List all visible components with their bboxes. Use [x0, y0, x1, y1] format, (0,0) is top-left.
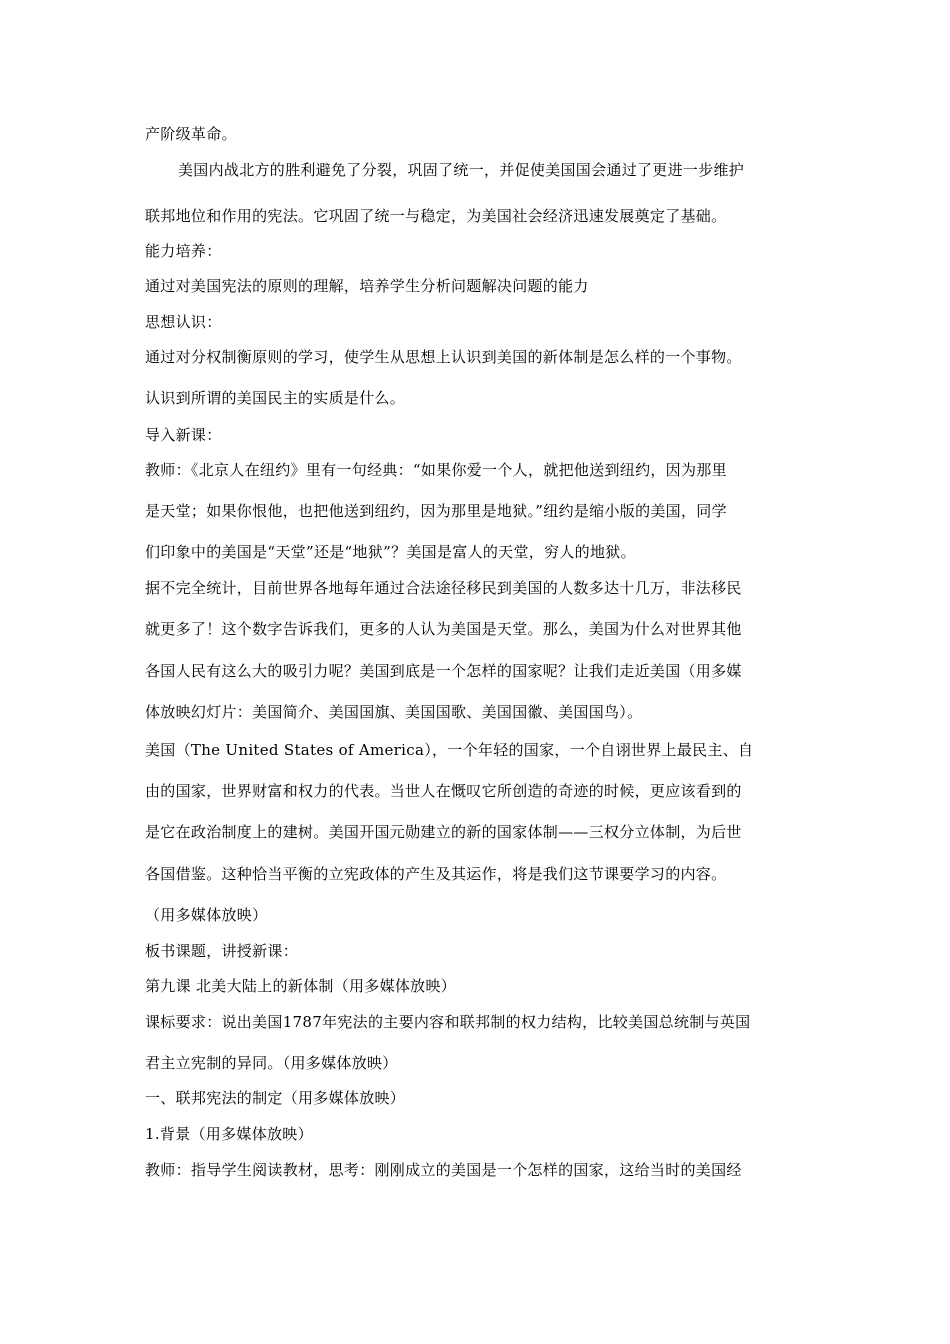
text-line: 君主立宪制的异同。（用多媒体放映）	[145, 1054, 398, 1072]
text-line: 认识到所谓的美国民主的实质是什么。	[145, 389, 406, 407]
text-line: 产阶级革命。	[145, 125, 237, 143]
section-heading: 导入新课：	[145, 426, 222, 444]
text-line: 是天堂；如果你恨他，也把他送到纽约，因为那里是地狱。”纽约是缩小版的美国，同学	[145, 502, 727, 520]
text-line: 各国人民有这么大的吸引力呢？美国到底是一个怎样的国家呢？让我们走近美国（用多媒	[145, 662, 742, 680]
text-line: 们印象中的美国是“天堂”还是“地狱”？美国是富人的天堂，穷人的地狱。	[145, 543, 636, 561]
lesson-title: 第九课 北美大陆上的新体制（用多媒体放映）	[145, 977, 457, 995]
text-line: （用多媒体放映）	[145, 906, 268, 924]
section-heading: 能力培养：	[145, 242, 222, 260]
section-heading: 思想认识：	[145, 313, 222, 331]
text-line: 教师：《北京人在纽约》里有一句经典：“如果你爱一个人，就把他送到纽约，因为那里	[145, 461, 727, 479]
text-line: 就更多了！这个数字告诉我们，更多的人认为美国是天堂。那么，美国为什么对世界其他	[145, 620, 742, 638]
section-heading: 一、联邦宪法的制定（用多媒体放映）	[145, 1089, 406, 1107]
text-line: 据不完全统计，目前世界各地每年通过合法途径移民到美国的人数多达十几万，非法移民	[145, 579, 742, 597]
text-line: 美国（The United States of America），一个年轻的国家，一个自诩世界上最民主、自	[145, 741, 754, 759]
text-line: 教师：指导学生阅读教材，思考：刚刚成立的美国是一个怎样的国家，这给当时的美国经	[145, 1161, 742, 1179]
text-line: 通过对美国宪法的原则的理解，培养学生分析问题解决问题的能力	[145, 277, 589, 295]
text-line: 由的国家，世界财富和权力的代表。当世人在慨叹它所创造的奇迹的时候，更应该看到的	[145, 782, 742, 800]
text-line: 课标要求：说出美国1787年宪法的主要内容和联邦制的权力结构，比较美国总统制与英国	[145, 1013, 751, 1031]
text-line: 联邦地位和作用的宪法。它巩固了统一与稳定，为美国社会经济迅速发展奠定了基础。	[145, 207, 727, 225]
text-line: 板书课题，讲授新课：	[145, 942, 299, 960]
text-line: 各国借鉴。这种恰当平衡的立宪政体的产生及其运作，将是我们这节课要学习的内容。	[145, 865, 727, 883]
text-line: 美国内战北方的胜利避免了分裂，巩固了统一，并促使美国国会通过了更进一步维护	[178, 161, 745, 179]
text-line: 通过对分权制衡原则的学习，使学生从思想上认识到美国的新体制是怎么样的一个事物。	[145, 348, 742, 366]
text-line: 体放映幻灯片：美国简介、美国国旗、美国国歌、美国国徽、美国国鸟）。	[145, 703, 643, 721]
text-line: 是它在政治制度上的建树。美国开国元勋建立的新的国家体制——三权分立体制，为后世	[145, 823, 742, 841]
subsection-heading: 1.背景（用多媒体放映）	[145, 1125, 313, 1143]
